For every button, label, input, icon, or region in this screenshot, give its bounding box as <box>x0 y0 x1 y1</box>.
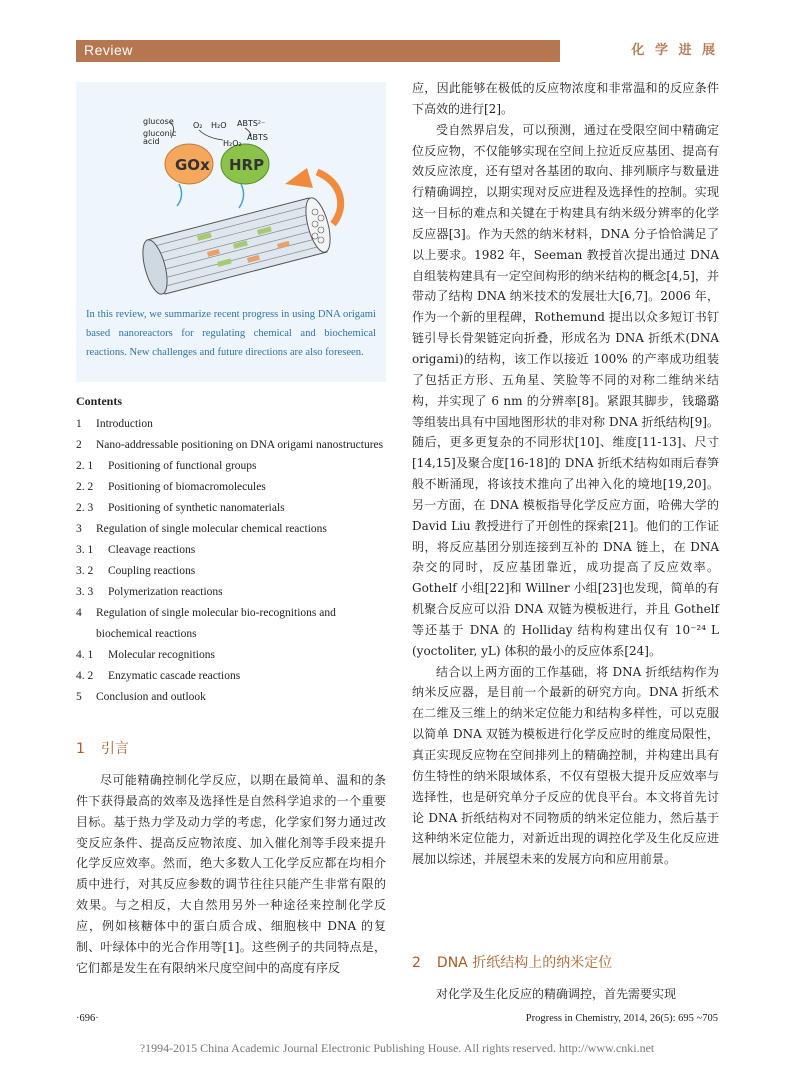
toc-item: 3. 1 Cleavage reactions <box>76 544 196 556</box>
journal-title: 化 学 进 展 <box>631 43 718 58</box>
section-1-paragraph-3: 结合以上两方面的工作基础，将 DNA 折纸结构作为纳米反应器，是目前一个最新的研究方向。DNA 折纸术在二维及三维上的纳米定位能力和结构多样性，可以克服以简单 DNA 双链为模板进行化学反应时的维度局限性，真正实现反应物在空间排列上的精确控制，并构建出具有仿生特性的纳米限域体系，不仅有望极大提升反应效率与选择性，也是研究单分子反应的优良平台。本文将首先讨论 DNA 折纸结构对不同物质的纳米定位能力，然后基于这种纳米定位能力，对新近出现的调控化学及生化反应进展加以综述，并展望未来的发展方向和应用前景。 <box>412 664 719 867</box>
hrp-label: HRP <box>229 156 265 174</box>
toc-item: 3. 2 Coupling reactions <box>76 565 196 577</box>
section-2-paragraph-1: 对化学及生化反应的精确调控，首先需要实现 <box>436 987 677 1001</box>
toc-item: 5 Conclusion and outlook <box>76 691 206 703</box>
toc-item: 2. 3 Positioning of synthetic nanomaterials <box>76 502 285 514</box>
h2o-label: H₂O <box>211 121 227 130</box>
right-column-text <box>412 78 719 870</box>
journal-citation: Progress in Chemistry, 2014, 26(5): 695 ~705 <box>525 1013 718 1024</box>
h2o2-label: H₂O₂ <box>223 139 242 148</box>
gox-label: GOx <box>175 156 210 174</box>
toc-item: 2. 2 Positioning of biomacromolecules <box>76 481 266 493</box>
toc-item: 2 Nano-addressable positioning on DNA origami nanostructures <box>76 439 384 451</box>
section-1-paragraph-1: 尽可能精确控制化学反应，以期在最简单、温和的条件下获得最高的效率及选择性是自然科学追求的一个重要目标。基于热力学及动力学的考虑，化学家们努力通过改变反应条件、提高反应物浓度、加入催化剂等手段来提升化学反应效率。然而，绝大多数人工化学反应都在均相介质中进行，对其反应参数的调节往往只能产生非常有限的效果。与之相反，大自然用另外一种途径来控制化学反应，例如核糖体中的蛋白质合成、细胞核中 DNA 的复制、叶绿体中的光合作用等[1]。这些例子的共同特点是，它们都是发生在有限纳米尺度空间中的高度有序反 <box>76 773 386 975</box>
section-label: Review <box>84 42 133 58</box>
hrp-enzyme <box>221 144 269 208</box>
toc-item: 3 Regulation of single molecular chemical reactions <box>76 523 327 535</box>
section-2-heading: 2 DNA 折纸结构上的纳米定位 <box>412 955 613 971</box>
graphical-abstract-figure <box>137 112 369 302</box>
toc-item: 4. 1 Molecular recognitions <box>76 649 215 661</box>
gluconic-label: gluconic <box>143 129 177 138</box>
toc-item: 2. 1 Positioning of functional groups <box>76 460 257 472</box>
abstract: In this review, we summarize recent progress in using DNA origami based nanoreactors for regulating chemical and biochemical reactions. New challenges and future directions are also foreseen. <box>86 309 376 358</box>
o2-label: O₂ <box>193 121 203 130</box>
section-1-continuation: 应，因此能够在极低的反应物浓度和非常温和的反应条件下高效的进行[2]。 <box>412 81 719 116</box>
toc-item: 4 Regulation of single molecular bio-recognitions and biochemical reactions <box>76 607 336 640</box>
toc-item: 3. 3 Polymerization reactions <box>76 586 223 598</box>
gox-enzyme <box>165 144 213 206</box>
abts2-label: ABTS²⁻ <box>237 119 266 128</box>
copyright-line: ?1994-2015 China Academic Journal Electronic Publishing House. All rights reserved. http://www.cnki.net <box>139 1041 655 1055</box>
toc-item: 1 Introduction <box>76 418 153 430</box>
section-1-heading: 1 引言 <box>76 741 129 757</box>
curved-arrow-head <box>285 168 313 188</box>
acid-label: acid <box>143 137 160 146</box>
abts-label: ABTS <box>247 133 268 142</box>
table-of-contents <box>76 414 386 708</box>
contents-heading: Contents <box>76 394 123 408</box>
dna-origami-tube <box>138 195 335 296</box>
toc-item: 4. 2 Enzymatic cascade reactions <box>76 670 241 682</box>
section-1-paragraph-2: 受自然界启发，可以预测，通过在受限空间中精确定位反应物，不仅能够实现在空间上拉近反应基团、提高有效反应浓度，还有望对各基团的取向、排列顺序与数量进行精确调控，以期实现对反应进程及选择性的控制。实现这一目标的难点和关键在于构建具有纳米级分辨率的化学反应器[3]。作为天然的纳米材料，DNA 分子恰恰满足了以上要求。1982 年，Seeman 教授首次提出通过 DNA 自组装构建具有一定空间构形的纳米结构的概念[4,5]，并带动了结构 DNA 纳米技术的发展壮大[6,7]。2006 年，作为一个新的里程碑，Rothemund 提出以众多短订书钉链引导长骨架链定向折叠，形成名为 DNA 折纸术(DNA origami)的结构，该工作以接近 100% 的产率成功组装了包括正方形、五角星、笑脸等不同的对称二维纳米结构，并实现了 6 nm 的分辨率[8]。紧跟其脚步，钱璐璐等组装出具有中国地图形状的非对称 DNA 折纸结构[9]。随后，更多更复杂的不同形状[10]、维度[11-13]、尺寸[14,15]及聚合度[16-18]的 DNA 折纸术结构如雨后春笋般不断涌现，将该技术推向了出神入化的境地[19,20]。另一方面，在 DNA 模板指导化学反应方面，哈佛大学的 David Liu 教授进行了开创性的探索[21]。他们的工作证明，将反应基团分别连接到互补的 DNA 链上，在 DNA 杂交的同时，反应基团靠近，成功提高了反应效率。Gothelf 小组[22]和 Willner 小组[23]也发现，简单的有机聚合反应可以沿 DNA 双链为模板进行，并且 Gothelf 等还基于 DNA 的 Holliday 结构构建出仅有 10⁻²⁴ L (yoctoliter, yL) 体积的最小的反应体系[24]。 <box>412 122 719 658</box>
page-number: ·696· <box>76 1013 99 1024</box>
glucose-label: glucose <box>143 117 174 126</box>
